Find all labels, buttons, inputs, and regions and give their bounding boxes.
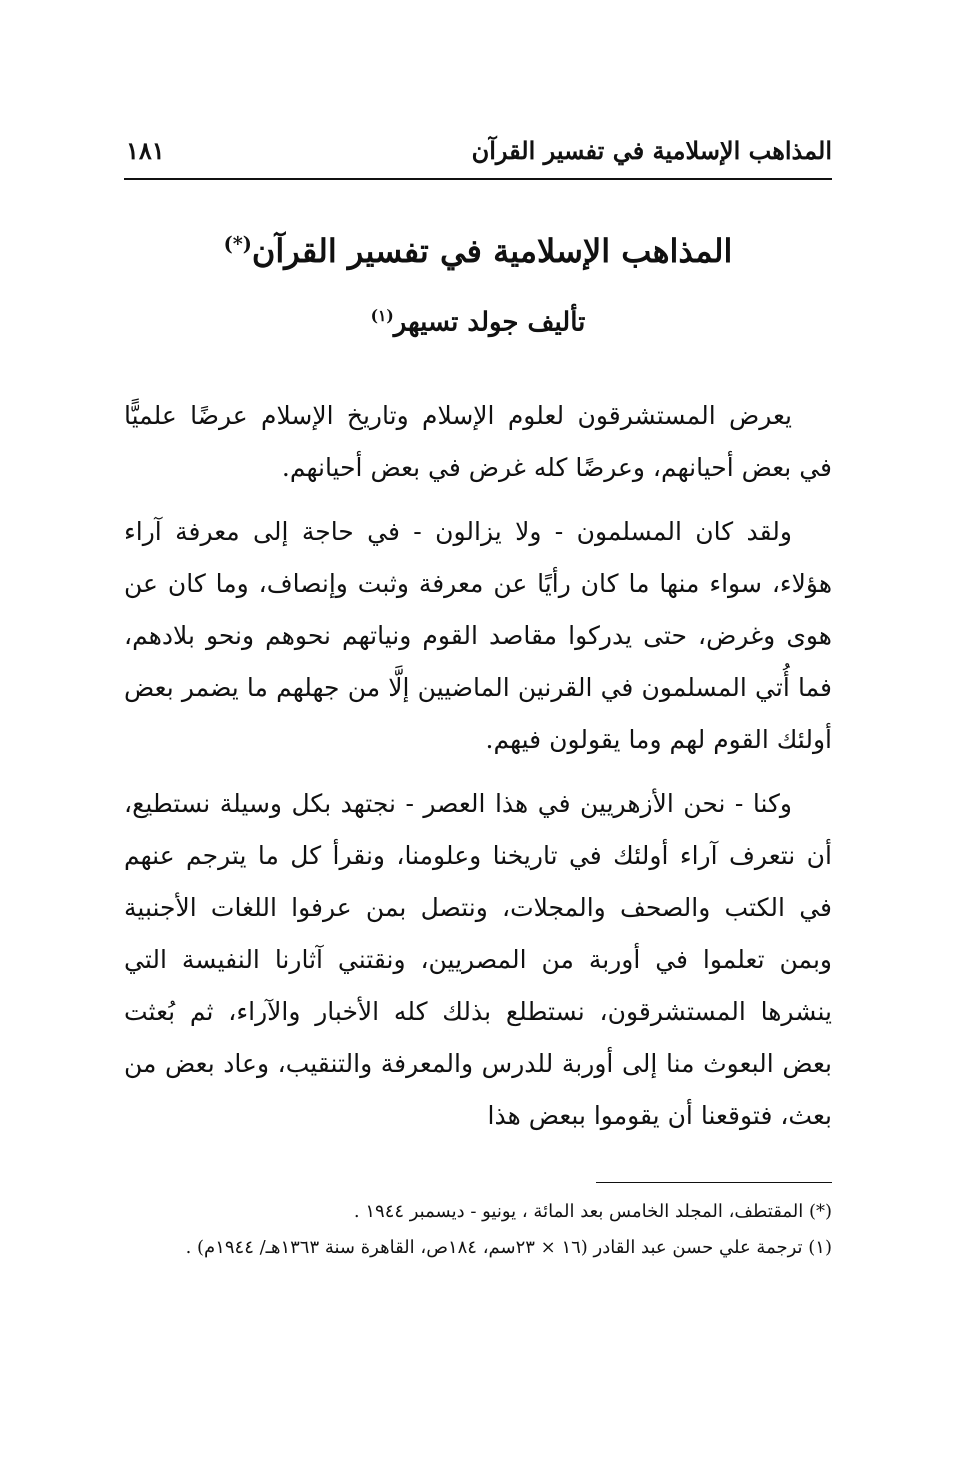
footnote-item: (١) ترجمة علي حسن عبد القادر (١٦ × ٢٣سم، ١٨٤ص، القاهرة سنة ١٣٦٣هـ/ ١٩٤٤م) .: [185, 1237, 832, 1258]
footnote-item: (*) المقتطف، المجلد الخامس بعد المائة ، يونيو - ديسمبر ١٩٤٤ .: [353, 1201, 832, 1222]
body-paragraph: يعرض المستشرقون لعلوم الإسلام وتاريخ الإسلام عرضًا علميًّا في بعض أحيانهم، وعرضًا كله غرض في بعض أحيانهم.: [124, 401, 832, 482]
page-number: ١٨١: [126, 136, 165, 165]
article-title-footnote-mark: (*): [223, 232, 252, 256]
running-header-title: المذاهب الإسلامية في تفسير القرآن: [471, 136, 832, 165]
running-header: [124, 128, 832, 176]
header-divider: [124, 178, 832, 180]
article-author-footnote-mark: (١): [370, 306, 394, 325]
body-paragraph: وكنا - نحن الأزهريين في هذا العصر - نجتهد بكل وسيلة نستطيع، أن نتعرف آراء أولئك في تاريخنا وعلومنا، ونقرأ كل ما يترجم عنهم في الكتب والصحف والمجلات، ونتصل بمن عرفوا اللغات الأجنبية وبمن تعلموا في أوربة من المصريين، ونقتني آثارنا النفيسة التي ينشرها المستشرقون، نستطلع بذلك كله الأخبار والآراء، ثم بُعثت بعض البعوث منا إلى أوربة للدرس والمعرفة والتنقيب، وعاد بعض من بعث، فتوقعنا أن يقوموا ببعض هذا: [124, 789, 832, 1130]
article-title: [124, 232, 832, 270]
article-author: [124, 306, 832, 338]
article-title-text: المذاهب الإسلامية في تفسير القرآن: [251, 232, 733, 270]
footnotes: [124, 1196, 832, 1268]
article-author-text: تأليف جولد تسيهر: [393, 307, 586, 338]
footnote-divider: [596, 1182, 832, 1183]
body-paragraph: ولقد كان المسلمون - ولا يزالون - في حاجة إلى معرفة آراء هؤلاء، سواء منها ما كان رأيًا عن معرفة وثبت وإنصاف، وما كان عن هوى وغرض، حتى يدركوا مقاصد القوم ونياتهم نحوهم ونحو بلادهم، فما أُتي المسلمون في القرنين الماضيين إلَّا من جهلهم ما يضمر بعض أولئك القوم لهم وما يقولون فيهم.: [124, 517, 832, 754]
article-body: [124, 390, 832, 1154]
